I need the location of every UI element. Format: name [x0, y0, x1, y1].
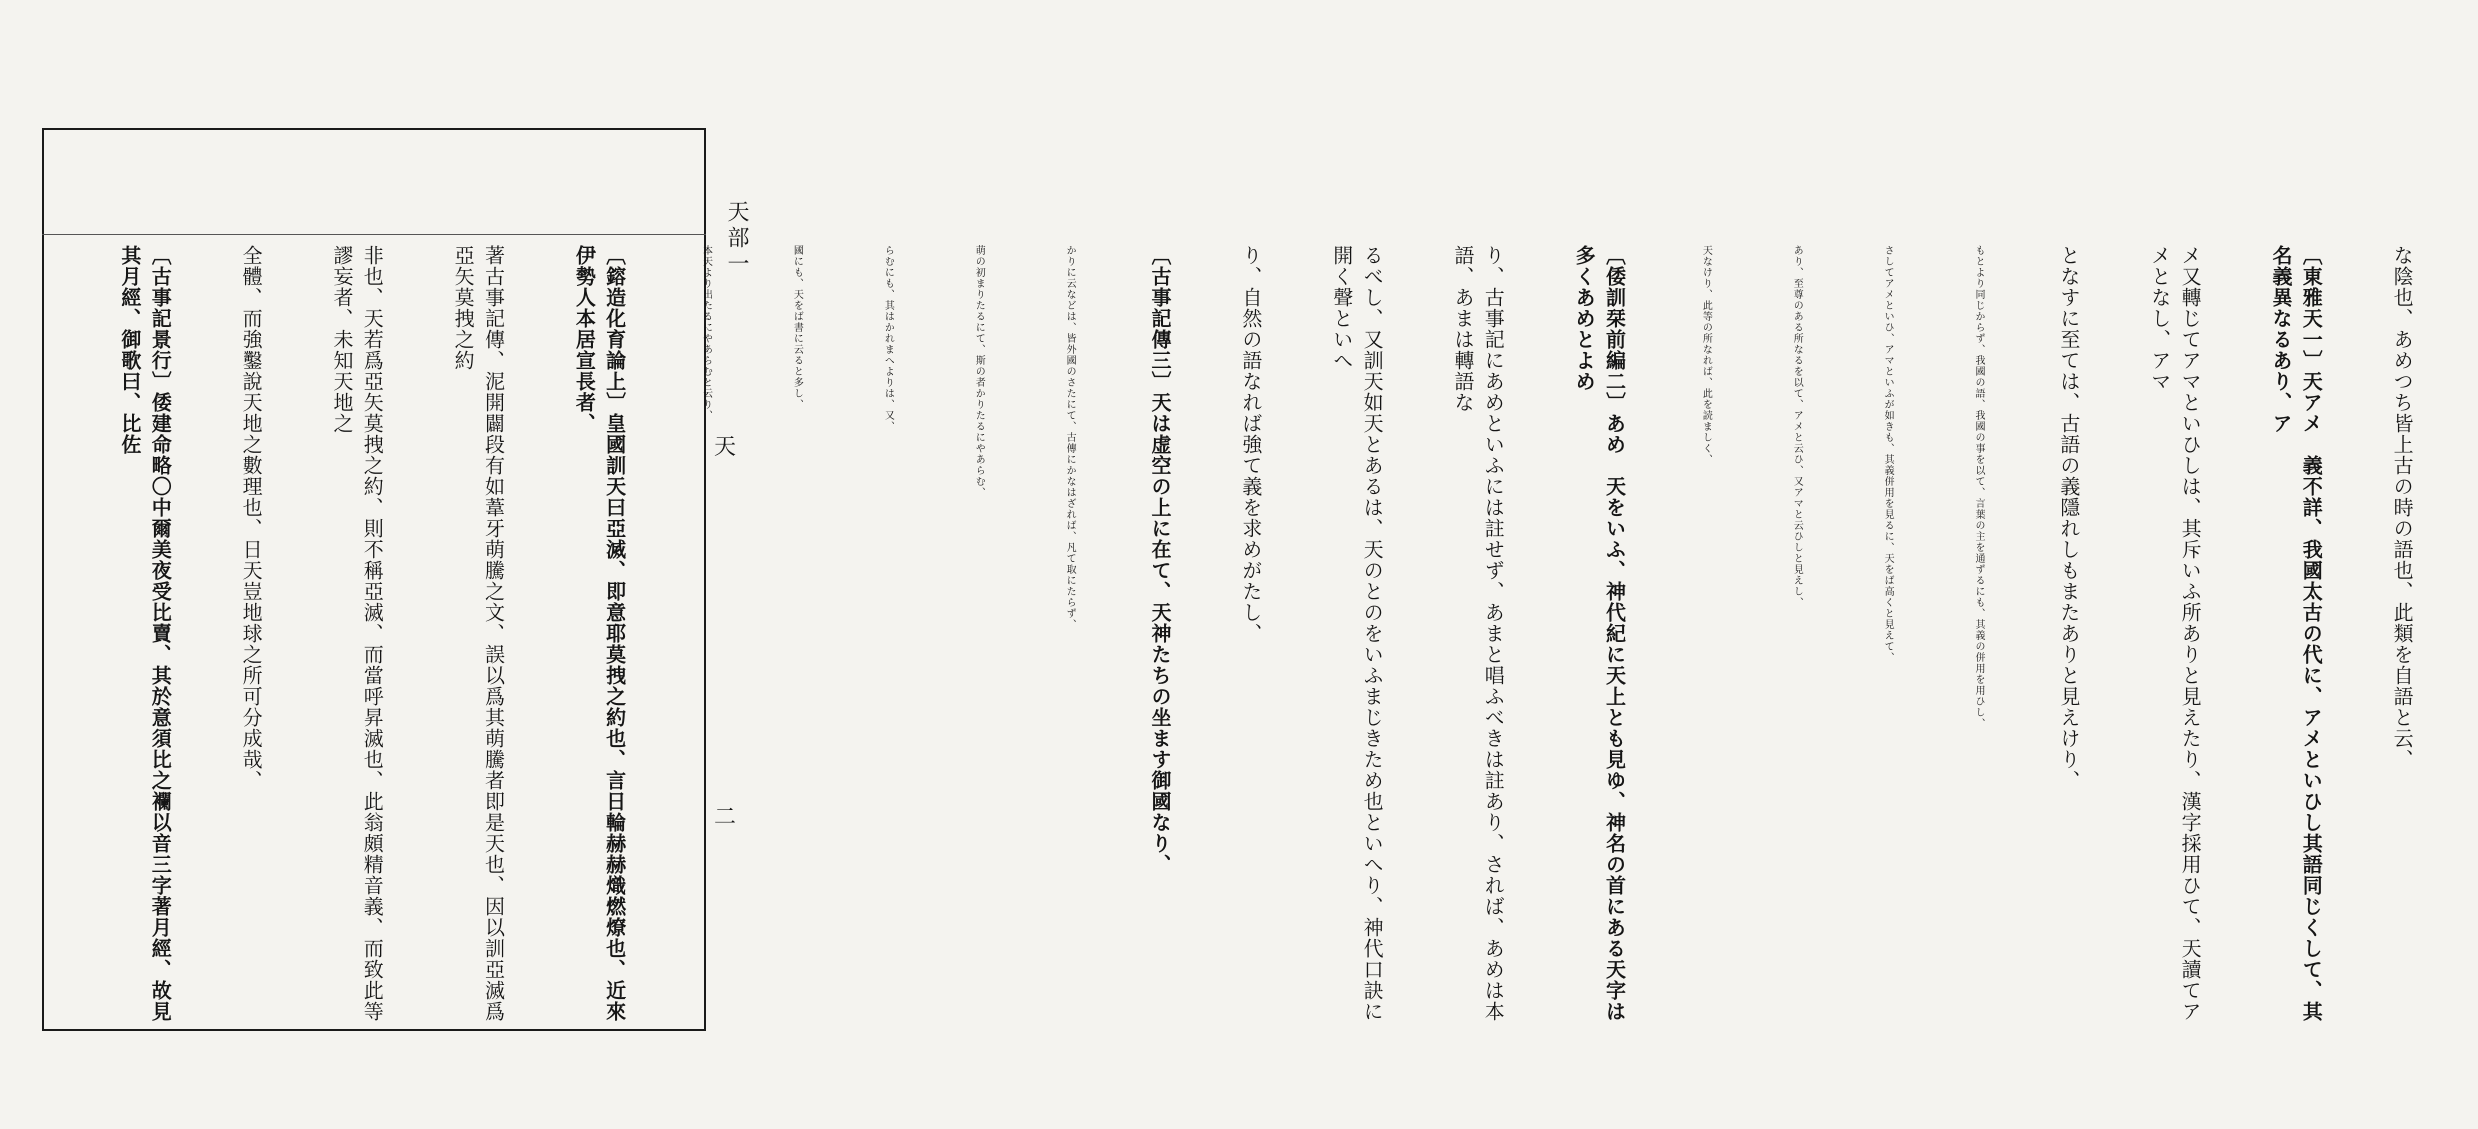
main-text-block: [54, 245, 2415, 1025]
text-column: さしてアメといひ、アマといふが如きも、其義併用を見るに、天をば高くと見えて、: [1882, 245, 1894, 663]
text-column: な陰也、あめつち皆上古の時の語也、此類を自語と云、: [2390, 245, 2415, 770]
text-column: となすに至ては、古語の義隱れしもまたありと見えけり、: [2056, 245, 2081, 791]
text-column: 〔東雅天一〕天アメ 義不詳、我國太古の代に、アメといひし其語同じくして、其名義異なるあり、ア: [2268, 245, 2324, 1022]
frame-inner-rule: [42, 234, 706, 235]
text-column: 〔倭訓栞前編二〕あめ 天をいふ、神代紀に天上とも見ゆ、神名の首にある天字は多くあめとよめ: [1572, 245, 1627, 1022]
text-column: 〔鎔造化育論上〕皇國訓天曰亞滅、即意耶莫拽之約也、言日輪赫赫熾燃燎也、近來伊勢人本居宣長者、: [572, 245, 627, 1022]
text-column: 全體、而強鑿說天地之數理也、日天豈地球之所可分成哉、: [239, 245, 264, 791]
text-column: り、古事記にあめといふには註せず、あまと唱ふべきは註あり、されば、あめは本語、あまは轉語な: [1450, 245, 1506, 1022]
text-column: 天なけり、此等の所なれば、此を読ましく、: [1700, 245, 1712, 465]
text-column: 〔古事記景行〕倭建命略〇中爾美夜受比賣、其於意須比之襴以音三字著月經、故見其月經、御歌曰、比佐: [117, 245, 173, 1022]
text-column: かりに云などは、皆外國のさたにて、古傳にかなはざれば、凡て取にたらず、: [1064, 245, 1076, 630]
page-folio: 二: [714, 805, 737, 830]
text-column: 本天より出たるにやあらむと云り、: [700, 245, 712, 421]
text-column: あり、至尊のある所なるを以て、アメと云ひ、又アマと云ひしと見えし、: [1791, 245, 1803, 608]
text-column: るべし、又訓天如天とあるは、天のとのをいふまじきため也といへり、神代口訣に開く聲といへ: [1329, 245, 1385, 1022]
vertical-text-columns: [54, 245, 2478, 1025]
text-column: り、自然の語なれば強て義を求めがたし、: [1238, 245, 1263, 644]
running-head-entry: 天: [714, 435, 737, 460]
text-column: らむにも、其はかれまへよりは、又、: [882, 245, 894, 432]
text-column: 非也、天若爲亞矢莫拽之約、則不稱亞滅、而當呼昇滅也、此翁頗精音義、而致此等謬妄者、未知天地之: [329, 245, 385, 1022]
text-column: 著古事記傳、泥開闢段有如葦牙萌騰之文、誤以爲其萌騰者即是天也、因以訓亞滅爲亞矢莫拽之約: [451, 245, 506, 1022]
text-column: もとより同じからず、我國の語、我國の事を以て、言葉の主を通ずるにも、其義の併用を用ひし、: [1973, 245, 1984, 729]
text-column: 萌の初まりたるにて、斯の者かりたるにやあらむ、: [973, 245, 985, 498]
text-column: 國にも、天をば書に云ると多し、: [791, 245, 803, 410]
running-head-section: 天部一: [724, 200, 749, 278]
text-column: メ又轉じてアマといひしは、其斥いふ所ありと見えたり、漢字採用ひて、天讀てアメとなし、アマ: [2147, 245, 2203, 1022]
text-column: 〔古事記傳三〕天は虚空の上に在て、天神たちの坐ます御國なり、: [1147, 245, 1172, 875]
